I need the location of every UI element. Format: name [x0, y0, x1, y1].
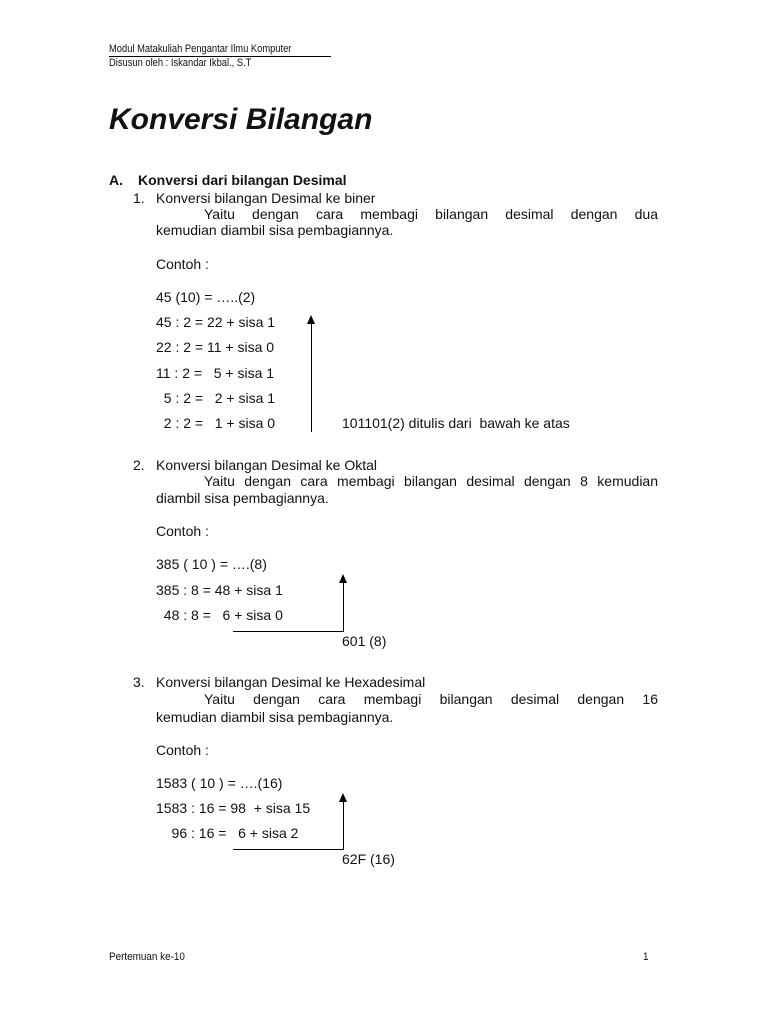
- item-2-example-label: Contoh :: [156, 523, 209, 539]
- item-3-question: 1583 ( 10 ) = ….(16): [156, 775, 283, 791]
- arrow-shaft: [311, 322, 312, 432]
- underline-rule: [233, 631, 344, 632]
- item-2-step: 385 : 8 = 48 + sisa 1: [156, 582, 283, 598]
- item-1-step: 2 : 2 = 1 + sisa 0: [156, 415, 276, 431]
- arrow-shaft: [343, 800, 344, 849]
- header-author: Disusun oleh : Iskandar Ikbal., S.T: [109, 57, 252, 69]
- header-course-title: Modul Matakuliah Pengantar Ilmu Komputer: [109, 43, 292, 55]
- item-2-desc-line1: Yaitu dengan cara membagi bilangan desimal dengan 8 kemudian: [204, 473, 658, 489]
- item-3-example-label: Contoh :: [156, 742, 209, 758]
- item-1-example-label: Contoh :: [156, 256, 209, 272]
- item-2-result: 601 (8): [342, 633, 387, 649]
- item-1-question: 45 (10) = …..(2): [156, 289, 256, 305]
- item-3-number: 3.: [133, 674, 145, 690]
- item-2-heading: Konversi bilangan Desimal ke Oktal: [156, 457, 377, 473]
- item-2-question: 385 ( 10 ) = ….(8): [156, 556, 267, 572]
- footer-meeting: Pertemuan ke-10: [109, 951, 185, 963]
- underline-rule: [233, 849, 344, 850]
- item-3-desc-line1: Yaitu dengan cara membagi bilangan desimal dengan 16: [204, 691, 658, 707]
- item-1-heading: Konversi bilangan Desimal ke biner: [156, 190, 376, 206]
- item-3-desc-line2: kemudian diambil sisa pembagiannya.: [156, 709, 394, 725]
- item-1-step: 45 : 2 = 22 + sisa 1: [156, 314, 276, 330]
- page-title: Konversi Bilangan: [109, 103, 373, 136]
- item-2-number: 2.: [133, 457, 145, 473]
- item-3-result: 62F (16): [342, 851, 395, 867]
- arrow-shaft: [343, 581, 344, 631]
- item-3-step: 1583 : 16 = 98 + sisa 15: [156, 800, 311, 816]
- section-a-label: A.: [109, 172, 123, 188]
- item-1-step: 5 : 2 = 2 + sisa 1: [156, 390, 276, 406]
- item-1-result: 101101(2) ditulis dari bawah ke atas: [342, 415, 570, 431]
- section-a-title: Konversi dari bilangan Desimal: [138, 172, 347, 188]
- item-1-number: 1.: [133, 190, 145, 206]
- item-1-desc-line1: Yaitu dengan cara membagi bilangan desimal dengan dua: [204, 206, 658, 222]
- item-1-step: 22 : 2 = 11 + sisa 0: [156, 339, 275, 355]
- item-3-heading: Konversi bilangan Desimal ke Hexadesimal: [156, 674, 426, 690]
- item-2-desc-line2: diambil sisa pembagiannya.: [156, 490, 329, 506]
- page-number: 1: [643, 951, 649, 963]
- item-1-desc-line2: kemudian diambil sisa pembagiannya.: [156, 222, 394, 238]
- item-3-step: 96 : 16 = 6 + sisa 2: [156, 825, 299, 841]
- item-2-step: 48 : 8 = 6 + sisa 0: [156, 607, 283, 623]
- item-1-step: 11 : 2 = 5 + sisa 1: [156, 365, 275, 381]
